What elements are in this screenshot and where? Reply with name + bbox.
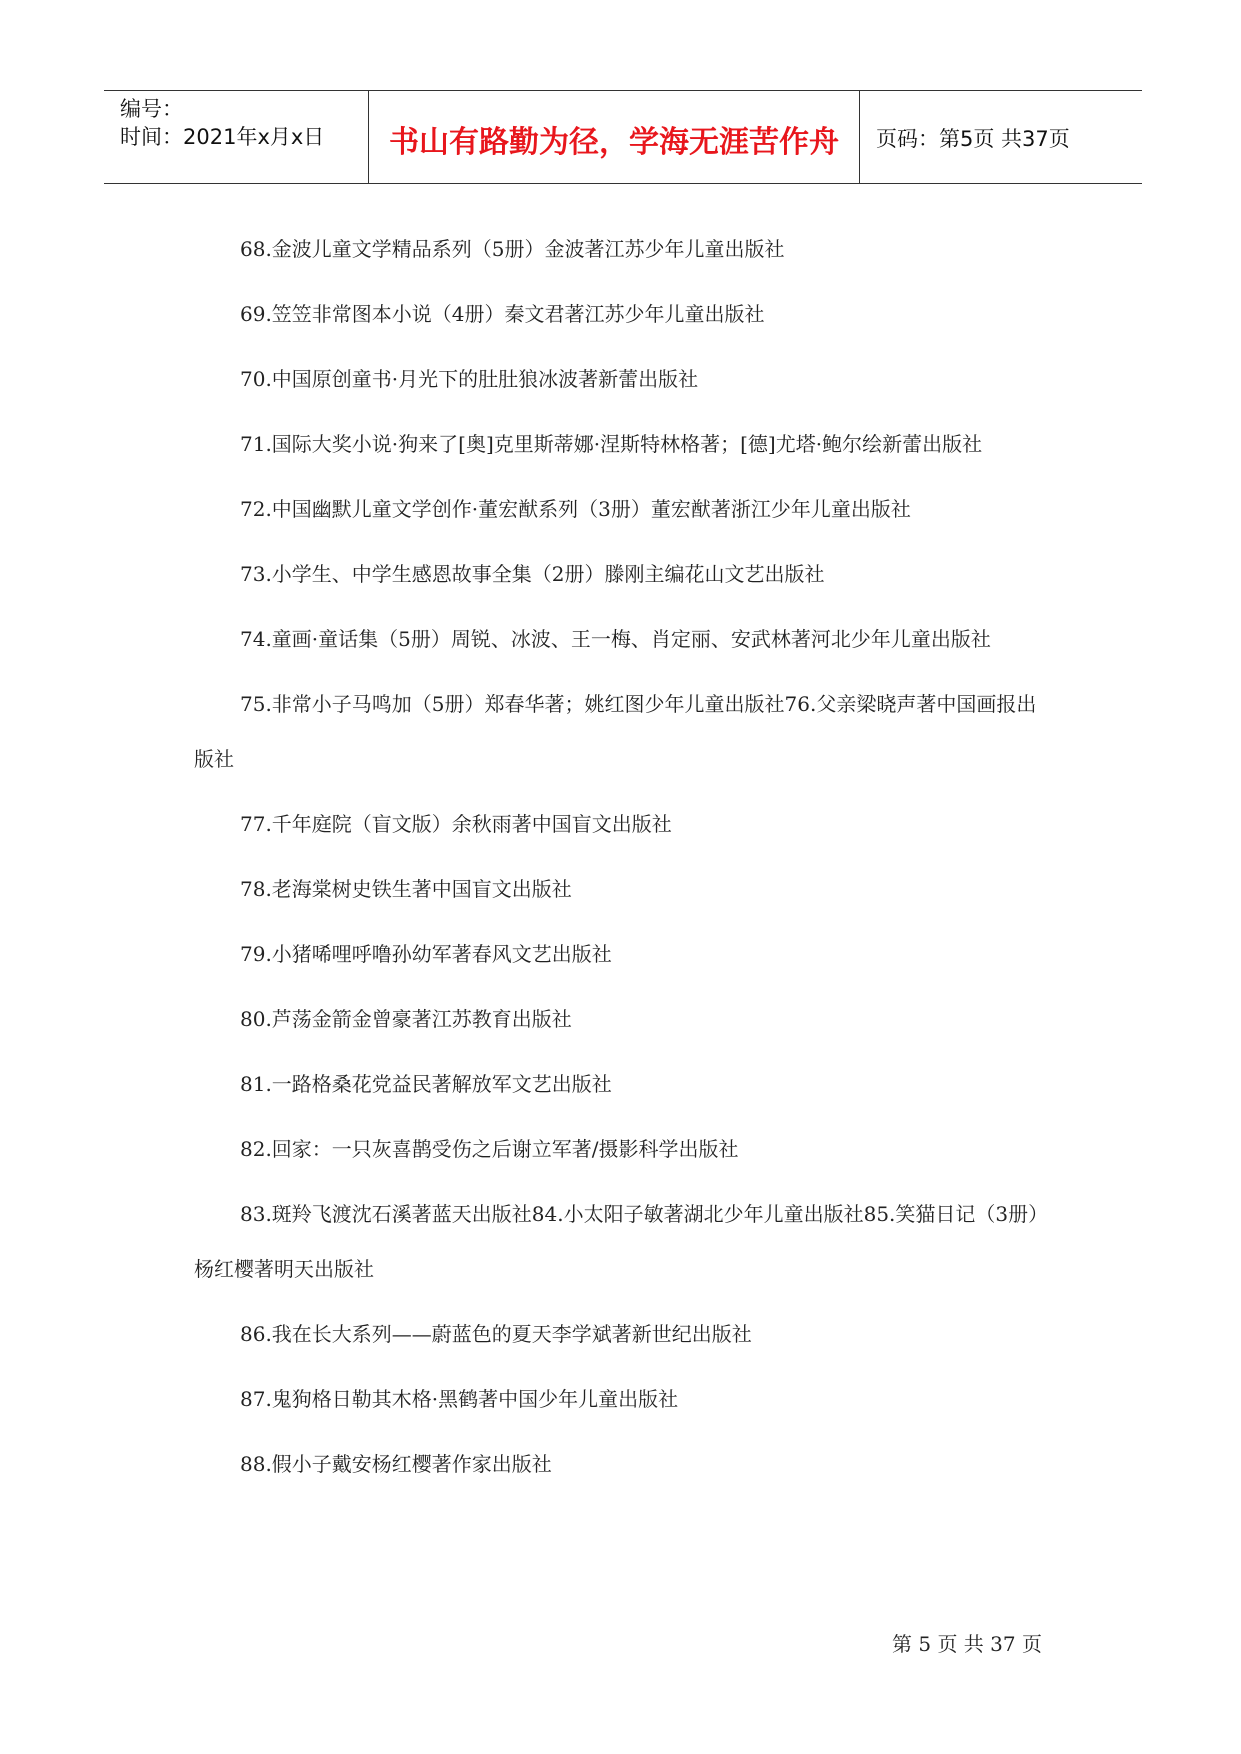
header-page-code: 页码：第5页 共37页 [876,127,1070,151]
list-item: 74.童画·童话集（5册）周锐、冰波、王一梅、肖定丽、安武林著河北少年儿童出版社 [240,627,991,651]
book-list [194,222,1054,1502]
header-info-cell [104,91,368,183]
list-item: 86.我在长大系列——蔚蓝色的夏天李学斌著新世纪出版社 [240,1322,752,1346]
header-motto-cell [368,91,860,183]
list-item: 77.千年庭院（盲文版）余秋雨著中国盲文出版社 [240,812,672,836]
list-item: 70.中国原创童书·月光下的肚肚狼冰波著新蕾出版社 [240,367,699,391]
list-item: 81.一路格桑花党益民著解放军文艺出版社 [240,1072,612,1096]
list-item: 88.假小子戴安杨红樱著作家出版社 [240,1452,552,1476]
header-page-cell [860,91,1142,183]
list-item: 79.小猪唏哩呼噜孙幼军著春风文艺出版社 [240,942,612,966]
document-header [104,90,1142,184]
list-item: 72.中国幽默儿童文学创作·董宏猷系列（3册）董宏猷著浙江少年儿童出版社 [240,497,911,521]
list-item: 75.非常小子马鸣加（5册）郑春华著；姚红图少年儿童出版社76.父亲梁晓声著中国画报出版社 [194,692,1037,771]
list-item: 73.小学生、中学生感恩故事全集（2册）滕刚主编花山文艺出版社 [240,562,825,586]
list-item: 68.金波儿童文学精品系列（5册）金波著江苏少年儿童出版社 [240,237,785,261]
page-footer: 第 5 页 共 37 页 [892,1632,1042,1656]
list-item: 69.笠笠非常图本小说（4册）秦文君著江苏少年儿童出版社 [240,302,765,326]
list-item: 83.斑羚飞渡沈石溪著蓝天出版社84.小太阳子敏著湖北少年儿童出版社85.笑猫日记（3册）杨红樱著明天出版社 [194,1202,1049,1281]
list-item: 80.芦荡金箭金曾豪著江苏教育出版社 [240,1007,572,1031]
list-item: 71.国际大奖小说·狗来了[奥]克里斯蒂娜·涅斯特林格著；[德]尤塔·鲍尔绘新蕾出版社 [240,432,983,456]
list-item: 78.老海棠树史铁生著中国盲文出版社 [240,877,572,901]
header-motto: 书山有路勤为径，学海无涯苦作舟 [389,125,839,160]
list-item: 87.鬼狗格日勒其木格·黑鹤著中国少年儿童出版社 [240,1387,679,1411]
document-date: 时间：2021年x月x日 [120,125,325,149]
list-item: 82.回家：一只灰喜鹊受伤之后谢立军著/摄影科学出版社 [240,1137,739,1161]
document-number-label: 编号： [120,97,183,121]
